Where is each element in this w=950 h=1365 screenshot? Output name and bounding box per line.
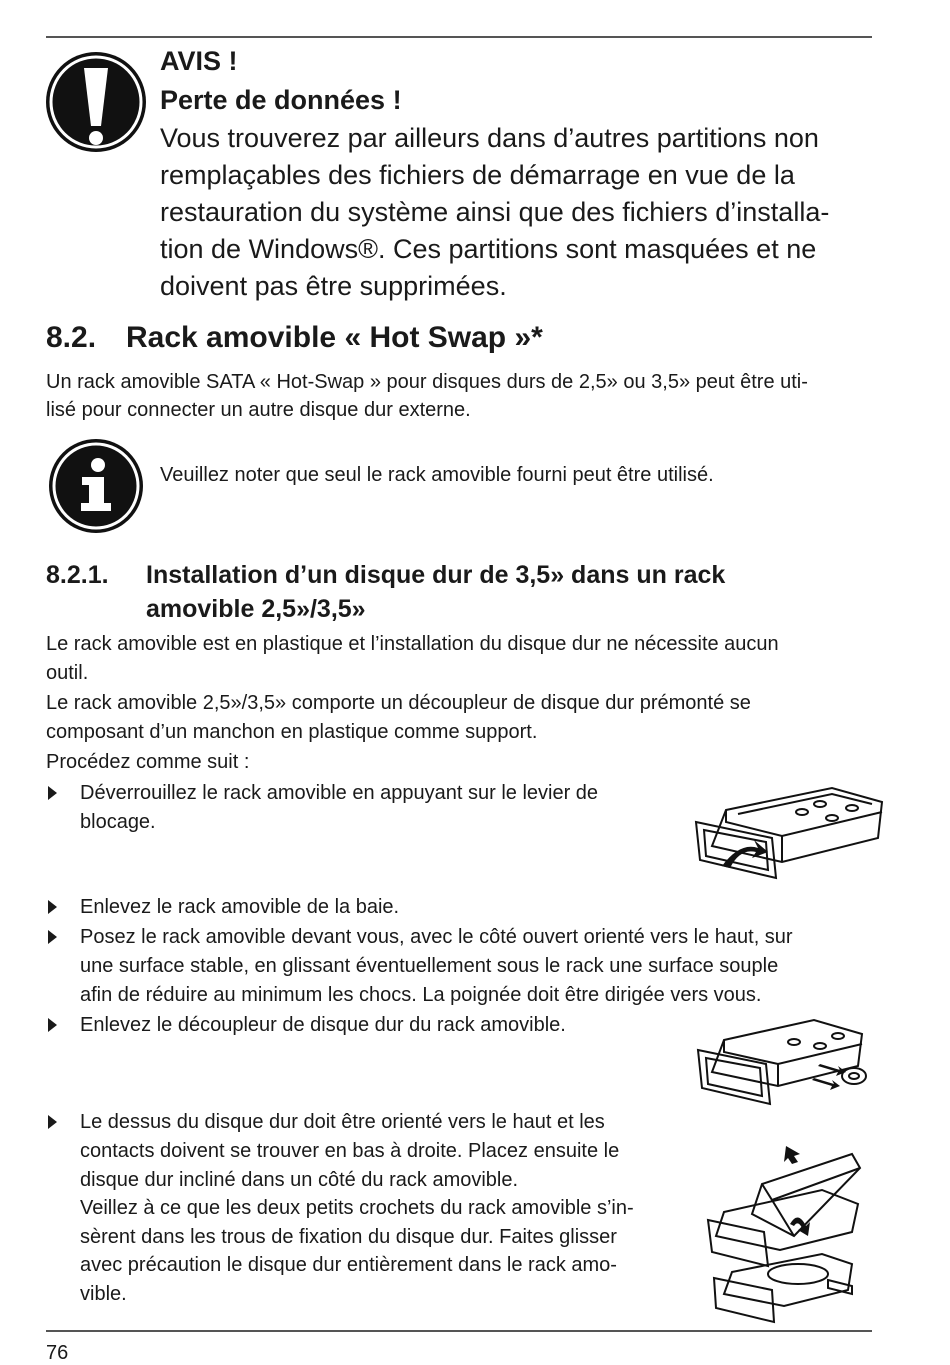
info-note: Veuillez noter que seul le rack amovible fourni peut être utilisé. (160, 464, 714, 486)
subsection-title-line: amovible 2,5»/3,5» (146, 595, 366, 623)
notice-subheading: Perte de données ! (160, 85, 402, 115)
step-line: Veillez à ce que les deux petits crochets du rack amovible s’in- (80, 1197, 634, 1219)
section-intro-line: lisé pour connecter un autre disque dur externe. (46, 399, 471, 421)
step-line: Enlevez le rack amovible de la baie. (80, 896, 400, 918)
subsection-title-line: Installation d’un disque dur de 3,5» dans un rack (146, 561, 726, 589)
step-line: Déverrouillez le rack amovible en appuyant sur le levier de (80, 782, 599, 804)
page-number: 76 (46, 1342, 69, 1364)
bottom-rule (46, 1330, 872, 1332)
top-rule (46, 36, 872, 38)
bullet-arrow-icon (48, 900, 57, 914)
section-intro-line: Un rack amovible SATA « Hot-Swap » pour disques durs de 2,5» ou 3,5» peut être uti- (46, 371, 808, 393)
subsection-body-line: Le rack amovible 2,5»/3,5» comporte un découpleur de disque dur prémonté se (46, 692, 751, 714)
step-line: Le dessus du disque dur doit être orienté vers le haut et les (80, 1111, 605, 1133)
subsection-body-line: Le rack amovible est en plastique et l’installation du disque dur ne nécessite aucun (46, 633, 779, 655)
notice-heading: AVIS ! (160, 46, 238, 76)
disk-insertion-illustration (702, 1140, 872, 1326)
section-title: Rack amovible « Hot Swap »* (126, 321, 543, 354)
notice-text-line: tion de Windows®. Ces partitions sont masquées et ne (160, 234, 817, 264)
step-line: Enlevez le découpleur de disque dur du rack amovible. (80, 1014, 566, 1036)
step-line: blocage. (80, 811, 156, 833)
step-line: une surface stable, en glissant éventuellement sous le rack une surface souple (80, 955, 779, 977)
notice-text-line: Vous trouverez par ailleurs dans d’autres partitions non (160, 123, 819, 153)
step-line: afin de réduire au minimum les chocs. La poignée doit être dirigée vers vous. (80, 984, 762, 1006)
step-line: disque dur incliné dans un côté du rack amovible. (80, 1169, 519, 1191)
step-line: contacts doivent se trouver en bas à droite. Placez ensuite le (80, 1140, 620, 1162)
info-icon (47, 437, 145, 535)
exclamation-warning-icon (44, 50, 148, 154)
subsection-body-line: outil. (46, 662, 89, 684)
bullet-arrow-icon (48, 1115, 57, 1129)
notice-text-line: remplaçables des fichiers de démarrage en vue de la (160, 160, 795, 190)
step-line: sèrent dans les trous de fixation du disque dur. Faites glisser (80, 1226, 617, 1248)
step-line: avec précaution le disque dur entièrement dans le rack amo- (80, 1254, 617, 1276)
notice-text-line: doivent pas être supprimées. (160, 271, 507, 301)
subsection-body-line: composant d’un manchon en plastique comme support. (46, 721, 538, 743)
step-line: vible. (80, 1283, 127, 1305)
notice-text-line: restauration du système ainsi que des fichiers d’installa- (160, 197, 830, 227)
subsection-number: 8.2.1. (46, 561, 109, 589)
bullet-arrow-icon (48, 786, 57, 800)
subsection-body-line: Procédez comme suit : (46, 751, 250, 773)
bullet-arrow-icon (48, 1018, 57, 1032)
decoupler-removal-illustration (694, 1014, 878, 1110)
step-line: Posez le rack amovible devant vous, avec le côté ouvert orienté vers le haut, sur (80, 926, 793, 948)
bullet-arrow-icon (48, 930, 57, 944)
section-number: 8.2. (46, 321, 97, 354)
rack-unlock-illustration (692, 782, 888, 882)
